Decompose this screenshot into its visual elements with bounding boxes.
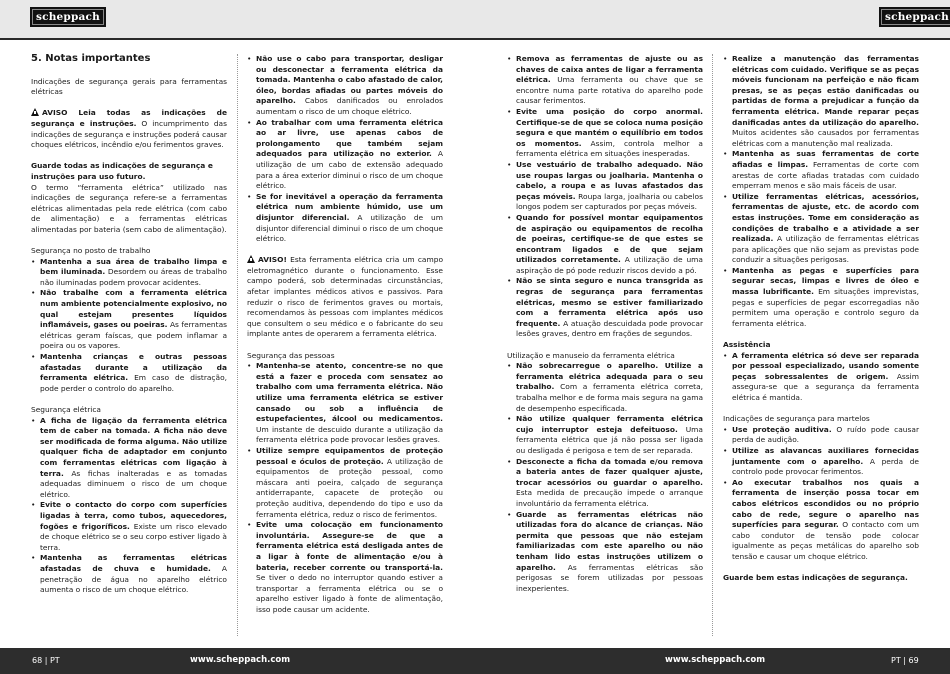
list-item: • Não sobrecarregue o aparelho. Utilize a ferramenta elétrica adequada para o seu trabalho. Com a ferramenta elétrica correta, trabalha melhor e de forma mais segura na gama de desempenho especificada. bbox=[507, 361, 703, 414]
list-item: • Mantenha as ferramentas elétricas afastadas de chuva e humidade. A penetração de água no aparelho elétrico aumenta o risco de um choque elétrico. bbox=[31, 553, 227, 595]
list-item: • Quando for possível montar equipamentos de aspiração ou equipamentos de recolha de poeiras, certifique-se de que estes se encontram ligados e de que sejam utilizados corretamente. A utilização de uma aspiração de pó pode reduzir riscos devido a pó. bbox=[507, 213, 703, 277]
electrical-safety-title: Segurança elétrica bbox=[31, 405, 101, 414]
header-bar bbox=[0, 0, 950, 40]
list-item: • Não utilize qualquer ferramenta elétrica cujo interruptor esteja defeituoso. Uma ferramenta elétrica que já não possa ser ligada ou desligada é perigosa e tem de ser reparada. bbox=[507, 414, 703, 456]
list-item: • Mantenha-se atento, concentre-se no que está a fazer e proceda com sensatez ao trabalho com uma ferramenta elétrica. Não utilize uma ferramenta elétrica se estiver cansado ou sob a influência de estupefacientes, álcool ou medicamentos. Um instante de descuido durante a utilização da ferramenta elétrica pode provocar lesões graves. bbox=[247, 361, 443, 446]
list-item: • Evite o contacto do corpo com superfícies ligadas à terra, como tubos, aquecedores, fogões e frigoríficos. Existe um risco elevado de choque elétrico se o seu corpo estiver ligado à terra. bbox=[31, 500, 227, 553]
personal-safety-title: Segurança das pessoas bbox=[247, 350, 335, 360]
electrical-safety-list bbox=[31, 416, 227, 596]
warning-triangle-icon bbox=[31, 108, 39, 116]
column-3 bbox=[507, 54, 703, 605]
list-item: • Utilize sempre equipamentos de proteção pessoal e óculos de proteção. A utilização de equipamentos de proteção pessoal, como máscara anti poeira, calçado de segurança antiderrapante, capacete de proteção ou proteção auditiva, dependendo do tipo e uso da ferramenta elétrica, reduz o risco de ferimentos. bbox=[247, 446, 443, 520]
list-item: • A ficha de ligação da ferramenta elétrica tem de caber na tomada. A ficha não deve ser modificada de forma alguma. Não utilize qualquer ficha de adaptador em conjunto com ferramentas elétricas com ligação à terra. As fichas inalteradas e as tomadas adequadas diminuem o risco de um choque elétrico. bbox=[31, 416, 227, 501]
website-link-left[interactable]: www.scheppach.com bbox=[190, 655, 291, 665]
hammer-safety-list bbox=[723, 425, 919, 563]
list-item: • Remova as ferramentas de ajuste ou as chaves de caixa antes de ligar a ferramenta elétrica. Uma ferramenta ou chave que se encontre numa parte rotativa do aparelho pode causar ferimentos. bbox=[507, 54, 703, 107]
column-divider-left bbox=[237, 54, 238, 636]
footer-bar bbox=[0, 648, 950, 674]
list-item: • Realize a manutenção das ferramentas elétricas com cuidado. Verifique se as peças móveis funcionam na perfeição e não ficam presas, se as peças estão danificadas ou partidas de forma a prejudicar a função da ferramenta elétrica. Mande reparar peças danificadas antes da utilização do aparelho. Muitos acidentes são causados por ferramentas elétricas com a manutenção mal realizada. bbox=[723, 54, 919, 149]
hammer-safety-title: Indicações de segurança para martelos bbox=[723, 414, 870, 424]
section-title: 5. Notas importantes bbox=[31, 53, 151, 64]
list-item: • Evite uma posição do corpo anormal. Certifique-se de que se coloca numa posição segura e que mantém o equilíbrio em todos os momentos. Assim, controla melhor a ferramenta elétrica em situações inesperadas. bbox=[507, 107, 703, 160]
list-item: • Se for inevitável a operação da ferramenta elétrica num ambiente húmido, use um disjuntor diferencial. A utilização de um disjuntor diferencial diminui o risco de um choque elétrico. bbox=[247, 192, 443, 245]
column-2 bbox=[247, 54, 443, 626]
list-item: • Utilize ferramentas elétricas, acessórios, ferramentas de ajuste, etc. de acordo com estas instruções. Tome em consideração as condições de trabalho e a atividade a ser realizada. A utilização de ferramentas elétricas para aplicações que não sejam as previstas pode conduzir a situações perigosas. bbox=[723, 192, 919, 266]
website-link-right[interactable]: www.scheppach.com bbox=[665, 655, 766, 665]
warning-bold: AVISO Leia todas as indicações de segurança e instruções. bbox=[31, 108, 227, 128]
list-item: • Mantenha as pegas e superfícies para segurar secas, limpas e livres de óleo e massa lubrificante. Em situações imprevistas, pegas e superfícies de pegar escorregadias não permitem uma operação e controlo seguro da ferramenta elétrica. bbox=[723, 266, 919, 330]
service-title: Assistência bbox=[723, 340, 771, 350]
workplace-safety-title: Segurança no posto de trabalho bbox=[31, 246, 151, 256]
page-number-left: 68 | PT bbox=[32, 656, 60, 665]
closing-note: Guarde bem estas indicações de segurança. bbox=[723, 573, 908, 583]
list-item: • Evite uma colocação em funcionamento involuntária. Assegure-se de que a ferramenta elétrica está desligada antes de a ligar à fonte de alimentação e/ou à bateria, receber corrente ou transportá-la. Se tiver o dedo no interruptor quando estiver a transportar a ferramenta elétrica ou se o aparelho estiver ligado à fonte de alimentação, isso pode causar um acidente. bbox=[247, 520, 443, 615]
tool-use-title: Utilização e manuseio da ferramenta elétrica bbox=[507, 350, 675, 360]
list-item: • Mantenha crianças e outras pessoas afastadas durante a utilização da ferramenta elétrica. Em caso de distração, pode perder o controlo do aparelho. bbox=[31, 352, 227, 394]
list-item: • Não se sinta seguro e nunca transgrida as regras de segurança para ferramentas elétricas, mesmo se estiver familiarizado com a ferramenta elétrica após uso frequente. A atuação descuidada pode provocar lesões graves, dentro em frações de segundos. bbox=[507, 276, 703, 340]
list-item: • Ao trabalhar com uma ferramenta elétrica ao ar livre, use apenas cabos de prolongamento que também sejam adequados para utilização no exterior. A utilização de um cabo de extensão adequado para a área exterior diminui o risco de um choque elétrico. bbox=[247, 118, 443, 192]
tool-use-list bbox=[507, 361, 703, 594]
list-item: • Não use o cabo para transportar, desligar ou desconectar a ferramenta elétrica da tomada. Mantenha o cabo afastado de calor, óleo, bordas afiadas ou partes móveis do aparelho. Cabos danificados ou enrolados aumentam o risco de um choque elétrico. bbox=[247, 54, 443, 118]
list-item: • Ao executar trabalhos nos quais a ferramenta de inserção possa tocar em cabos elétricos escondidos ou no próprio cabo de rede, segure o aparelho nas superfícies para segurar. O contacto com um cabo condutor de tensão pode colocar igualmente as peças metálicas do aparelho sob tensão e causar um choque elétrico. bbox=[723, 478, 919, 563]
service-list bbox=[723, 351, 919, 404]
workplace-safety-list bbox=[31, 257, 227, 395]
list-item: • Não trabalhe com a ferramenta elétrica num ambiente potencialmente explosivo, no qual estejam presentes líquidos inflamáveis, gases ou poeiras. As ferramentas elétricas geram faíscas, que podem inflamar a poeira ou os vapores. bbox=[31, 288, 227, 352]
definition-text: O termo “ferramenta elétrica” utilizado nas indicações de segurança refere-se a ferramentas elétricas alimentadas pela rede elétrica (com cabo de alimentação) e a ferramentas elétricas alimentadas por bateria (sem cabo de alimentação). bbox=[31, 182, 227, 234]
warning-triangle-icon bbox=[247, 255, 255, 263]
warning-text: O incumprimento das indicações de segurança e instruções poderá causar choques elétricos, incêndio e/ou ferimentos graves. bbox=[31, 118, 227, 150]
warning-paragraph bbox=[31, 108, 227, 150]
column-1 bbox=[31, 54, 227, 606]
page-number-right: PT | 69 bbox=[891, 656, 919, 665]
emf-warning-paragraph: AVISO! Esta ferramenta elétrica cria um campo eletromagnético durante o funcionamento. Esse campo poderá, sob determinadas circunstâncias, afetar implantes médicos ativos e passivos. Para reduzir o risco de ferimentos graves ou mortais, recomendamos às pessoas com implantes médicos que consultem o seu médico e o fabricante do seu implante antes de operarem a ferramenta elétrica. bbox=[247, 255, 443, 339]
cable-safety-list bbox=[247, 54, 443, 245]
list-item: • Use vestuário de trabalho adequado. Não use roupas largas ou joalharia. Mantenha o cabelo, a roupa e as luvas afastados das peças móveis. Roupa larga, joalharia ou cabelos longos podem ser capturados por peças móveis. bbox=[507, 160, 703, 213]
column-4 bbox=[723, 54, 919, 584]
personal-safety-list-cont bbox=[507, 54, 703, 340]
tool-use-list-cont bbox=[723, 54, 919, 329]
list-item: • Utilize as alavancas auxiliares fornecidas juntamente com o aparelho. A perda de controlo pode provocar ferimentos. bbox=[723, 446, 919, 478]
scheppach-logo-left: scheppach bbox=[30, 7, 106, 27]
list-item: • Mantenha as suas ferramentas de corte afiadas e limpas. Ferramentas de corte com arestas de corte afiadas tratadas com cuidado emperram menos e são mais fáceis de usar. bbox=[723, 149, 919, 191]
list-item: • Guarde as ferramentas elétricas não utilizadas fora do alcance de crianças. Não permita que pessoas que não estejam familiarizadas com este aparelho ou não tenham lido estas instruções utilizem o aparelho. As ferramentas elétricas são perigosas se forem utilizadas por pessoas inexperientes. bbox=[507, 510, 703, 595]
personal-safety-list bbox=[247, 361, 443, 615]
list-item: • Desconecte a ficha da tomada e/ou remova a bateria antes de fazer qualquer ajuste, trocar acessórios ou guardar o aparelho. Esta medida de precaução impede o arranque involuntário da ferramenta elétrica. bbox=[507, 457, 703, 510]
intro-text: Indicações de segurança gerais para ferramentas elétricas bbox=[31, 76, 227, 97]
list-item: • Use proteção auditiva. O ruído pode causar perda de audição. bbox=[723, 425, 919, 446]
keep-instructions-heading: Guarde todas as indicações de segurança e instruções para uso futuro. bbox=[31, 161, 213, 181]
column-divider-right bbox=[712, 54, 713, 636]
list-item: • A ferramenta elétrica só deve ser reparada por pessoal especializado, usando somente peças sobressalentes de origem. Assim assegura-se que a segurança da ferramenta elétrica é mantida. bbox=[723, 351, 919, 404]
scheppach-logo-right: scheppach bbox=[879, 7, 950, 27]
list-item: • Mantenha a sua área de trabalho limpa e bem iluminada. Desordem ou áreas de trabalho não iluminadas podem provocar acidentes. bbox=[31, 257, 227, 289]
